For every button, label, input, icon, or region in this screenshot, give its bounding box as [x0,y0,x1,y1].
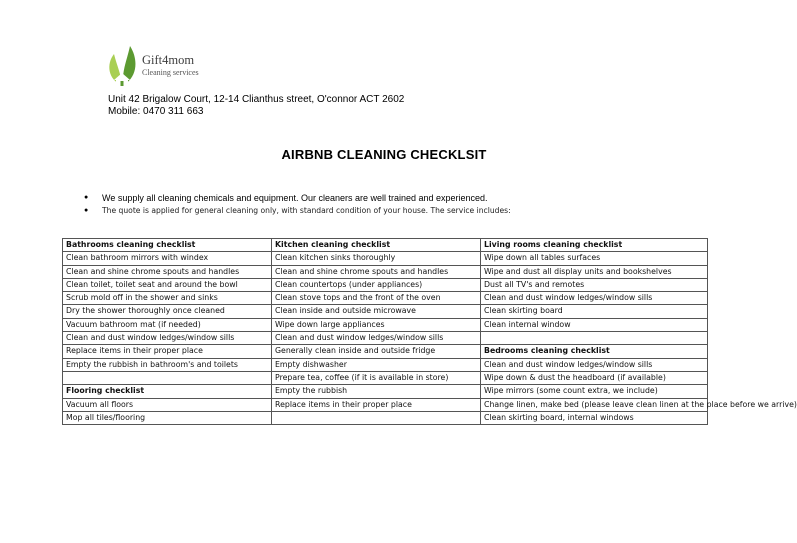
table-cell: Replace items in their proper place [272,398,481,411]
table-cell: Vacuum all floors [63,398,272,411]
table-row [63,385,708,398]
table-cell: Empty dishwasher [272,358,481,371]
bullet-text: We supply all cleaning chemicals and equipment. Our cleaners are well trained and experienced. [102,192,488,203]
address-line: Unit 42 Brigalow Court, 12-14 Clianthus street, O'connor ACT 2602 [108,94,405,105]
table-row [63,265,708,278]
table-cell: Vacuum bathroom mat (if needed) [63,318,272,331]
cleaning-checklist-table [62,238,797,425]
table-cell: Wipe down large appliances [272,318,481,331]
table-cell: Clean bathroom mirrors with windex [63,252,272,265]
company-logo [105,44,215,88]
table-cell [272,411,481,424]
table-row [63,292,708,305]
table-cell: Clean internal window [481,318,708,331]
table-row [63,318,708,331]
table-row [63,332,708,345]
table-row [63,252,708,265]
document-title: AIRBNB CLEANING CHECKLSIT [281,147,487,162]
table-cell: Change linen, make bed (please leave clean linen at the place before we arrive) [481,398,708,411]
bullet-item [84,204,511,217]
table-cell: Clean stove tops and the front of the oven [272,292,481,305]
table-row [63,358,708,371]
bullet-dot-icon: ● [84,207,89,214]
table-cell: Clean and shine chrome spouts and handles [272,265,481,278]
table-row [63,411,708,424]
bullet-text: The quote is applied for general cleaning only, with standard condition of your house. The service includes: [102,206,511,215]
table-cell: Generally clean inside and outside fridge [272,345,481,358]
table-cell: Clean and shine chrome spouts and handles [63,265,272,278]
table-cell: Empty the rubbish [272,385,481,398]
table-row [63,305,708,318]
table-cell: Wipe and dust all display units and bookshelves [481,265,708,278]
brand-name: Gift4mom [142,53,195,67]
table-cell: Prepare tea, coffee (if it is available in store) [272,371,481,384]
brand-tagline: Cleaning services [142,68,199,77]
table-cell: Mop all tiles/flooring [63,411,272,424]
section-header-bathrooms: Bathrooms cleaning checklist [63,239,272,252]
table-cell: Wipe down & dust the headboard (if available) [481,371,708,384]
section-header-living-rooms: Living rooms cleaning checklist [481,239,708,252]
mobile-line: Mobile: 0470 311 663 [108,105,204,117]
bullet-dot-icon: ● [84,194,89,201]
section-header-bedrooms: Bedrooms cleaning checklist [481,345,708,358]
address-block [108,94,404,117]
table-cell: Empty the rubbish in bathroom's and toilets [63,358,272,371]
table-cell: Clean toilet, toilet seat and around the bowl [63,278,272,291]
table-cell: Dust all TV's and remotes [481,278,708,291]
section-header-kitchen: Kitchen cleaning checklist [272,239,481,252]
table-cell [63,371,272,384]
info-bullets [84,191,511,217]
table-row [63,345,708,358]
bullet-item [84,191,511,204]
table-cell: Clean kitchen sinks thoroughly [272,252,481,265]
table-row [63,371,708,384]
table-cell: Clean countertops (under appliances) [272,278,481,291]
table-row [63,278,708,291]
table-cell: Dry the shower thoroughly once cleaned [63,305,272,318]
table-cell: Clean and dust window ledges/window sills [63,332,272,345]
house-leaf-icon [105,44,141,88]
table-cell [481,332,708,345]
table-cell: Clean and dust window ledges/window sills [272,332,481,345]
table-cell: Wipe mirrors (some count extra, we include) [481,385,708,398]
table-row [63,239,708,252]
table-cell: Wipe down all tables surfaces [481,252,708,265]
table-cell: Clean inside and outside microwave [272,305,481,318]
section-header-flooring: Flooring checklist [63,385,272,398]
table-cell: Clean skirting board [481,305,708,318]
table-row [63,398,708,411]
table-cell: Clean and dust window ledges/window sills [481,358,708,371]
table-cell: Replace items in their proper place [63,345,272,358]
table-cell: Scrub mold off in the shower and sinks [63,292,272,305]
table-cell: Clean skirting board, internal windows [481,411,708,424]
table-cell: Clean and dust window ledges/window sills [481,292,708,305]
